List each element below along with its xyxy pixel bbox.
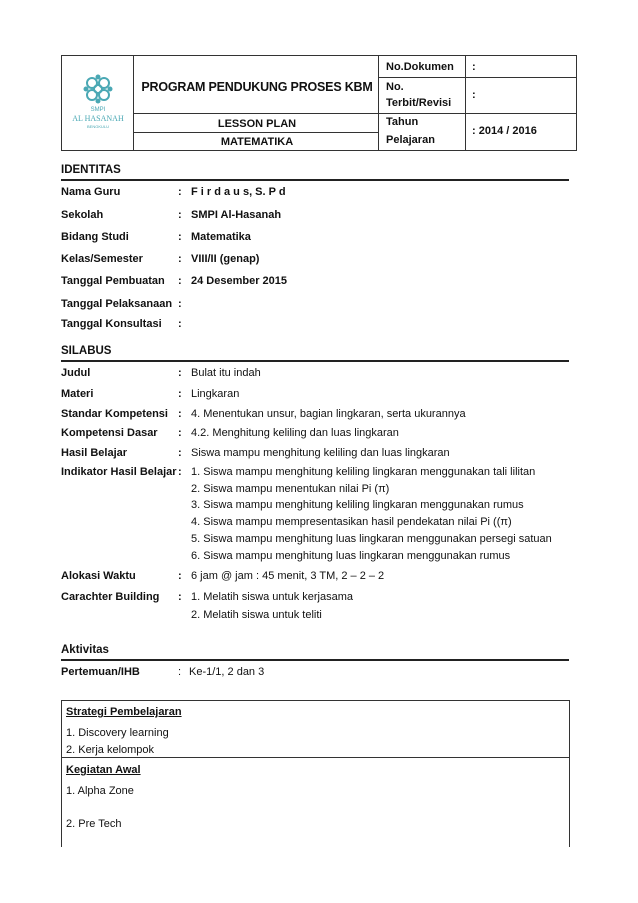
strategi-heading: Strategi Pembelajaran (66, 706, 182, 718)
header-divider (378, 77, 577, 78)
hasil-belajar-value: Siswa mampu menghitung keliling dan luas lingkaran (191, 447, 450, 459)
character-building-item: 2. Melatih siswa untuk teliti (191, 609, 322, 621)
logo-text-smpi: SMPI (90, 107, 106, 113)
identitas-label: Nama Guru (61, 186, 121, 198)
kegiatan-awal-heading: Kegiatan Awal (66, 764, 141, 776)
indikator-item: 5. Siswa mampu menghitung luas lingkaran menggunakan persegi satuan (191, 533, 552, 545)
section-rule (61, 360, 569, 362)
colon: : (178, 570, 182, 582)
indikator-item: 4. Siswa mampu mempresentasikan hasil pendekatan nilai Pi ((π) (191, 516, 512, 528)
strategi-item: 1. Discovery learning (66, 727, 169, 739)
colon: : (178, 209, 182, 221)
section-rule (61, 659, 569, 661)
materi-value: Lingkaran (191, 388, 240, 400)
kegiatan-awal-item: 2. Pre Tech (66, 818, 122, 830)
no-terbit-label-2: Terbit/Revisi (386, 97, 452, 109)
colon: : (178, 666, 182, 678)
colon: : (178, 253, 182, 265)
no-dokumen-label: No.Dokumen (386, 61, 454, 73)
character-building-item: 1. Melatih siswa untuk kerjasama (191, 591, 354, 603)
kegiatan-awal-item: 1. Alpha Zone (66, 785, 134, 797)
kompetensi-dasar-label: Kompetensi Dasar (61, 427, 158, 439)
program-title: PROGRAM PENDUKUNG PROSES KBM (141, 80, 373, 94)
colon: : (178, 231, 182, 243)
colon: : (178, 367, 182, 379)
indikator-item: 3. Siswa mampu menghitung keliling lingkaran menggunakan rumus (191, 499, 524, 511)
judul-value: Bulat itu indah (191, 367, 261, 379)
tahun-label: Tahun (386, 116, 419, 128)
sekolah-value: SMPI Al-Hasanah (191, 209, 282, 221)
logo-text-city: BENGKULU (86, 124, 109, 129)
identitas-label: Sekolah (61, 209, 104, 221)
alokasi-waktu-label: Alokasi Waktu (61, 570, 136, 582)
kompetensi-dasar-value: 4.2. Menghitung keliling dan luas lingkaran (191, 427, 399, 439)
standar-kompetensi-value: 4. Menentukan unsur, bagian lingkaran, serta ukurannya (191, 408, 466, 420)
colon: : (178, 447, 182, 459)
hasil-belajar-label: Hasil Belajar (61, 447, 128, 459)
header-divider (133, 132, 378, 133)
standar-kompetensi-label: Standar Kompetensi (61, 408, 168, 420)
kelas-semester-value: VIII/II (genap) (191, 253, 260, 265)
colon: : (178, 408, 182, 420)
judul-label: Judul (61, 367, 91, 379)
lesson-plan-label: LESSON PLAN (217, 118, 297, 130)
identitas-label: Bidang Studi (61, 231, 129, 243)
colon: : (178, 466, 182, 478)
bidang-studi-value: Matematika (191, 231, 251, 243)
indikator-item: 1. Siswa mampu menghitung keliling lingkaran menggunakan tali lilitan (191, 466, 536, 478)
pertemuan-value: Ke-1/1, 2 dan 3 (189, 666, 265, 678)
indikator-label: Indikator Hasil Belajar (61, 466, 177, 478)
indikator-item: 2. Siswa mampu menentukan nilai Pi (π) (191, 483, 390, 495)
colon: : (178, 427, 182, 439)
tahun-value: : 2014 / 2016 (472, 125, 537, 137)
header-divider (133, 55, 134, 151)
aktivitas-heading: Aktivitas (61, 644, 109, 656)
colon: : (178, 275, 182, 287)
materi-label: Materi (61, 388, 94, 400)
indikator-item: 6. Siswa mampu menghitung luas lingkaran menggunakan rumus (191, 550, 511, 562)
header-divider (133, 113, 577, 114)
character-building-label: Carachter Building (61, 591, 160, 603)
section-rule (61, 179, 569, 181)
no-dokumen-value: : (472, 61, 476, 73)
logo-emblem-icon (70, 73, 126, 109)
header-divider (465, 55, 466, 151)
colon: : (178, 388, 182, 400)
identitas-label: Tanggal Pembuatan (61, 275, 165, 287)
colon: : (178, 298, 182, 310)
header-divider (378, 55, 379, 151)
tanggal-pembuatan-value: 24 Desember 2015 (191, 275, 288, 287)
silabus-heading: SILABUS (61, 345, 112, 357)
identitas-heading: IDENTITAS (61, 164, 121, 176)
identitas-label: Kelas/Semester (61, 253, 143, 265)
no-terbit-value: : (472, 89, 476, 101)
strategi-item: 2. Kerja kelompok (66, 744, 155, 756)
alokasi-waktu-value: 6 jam @ jam : 45 menit, 3 TM, 2 – 2 – 2 (191, 570, 385, 582)
identitas-label: Tanggal Pelaksanaan (61, 298, 173, 310)
logo-text-name: AL HASANAH (72, 114, 124, 123)
colon: : (178, 591, 182, 603)
subject-text: MATEMATIKA (220, 136, 294, 148)
no-terbit-label: No. (386, 81, 404, 93)
tahun-label-2: Pelajaran (386, 134, 435, 146)
nama-guru-value: F i r d a u s, S. P d (191, 186, 286, 198)
subject-label (138, 136, 376, 148)
school-logo (70, 73, 126, 133)
colon: : (178, 318, 182, 330)
pertemuan-label: Pertemuan/IHB (61, 666, 140, 678)
colon: : (178, 186, 182, 198)
identitas-label: Tanggal Konsultasi (61, 318, 162, 330)
